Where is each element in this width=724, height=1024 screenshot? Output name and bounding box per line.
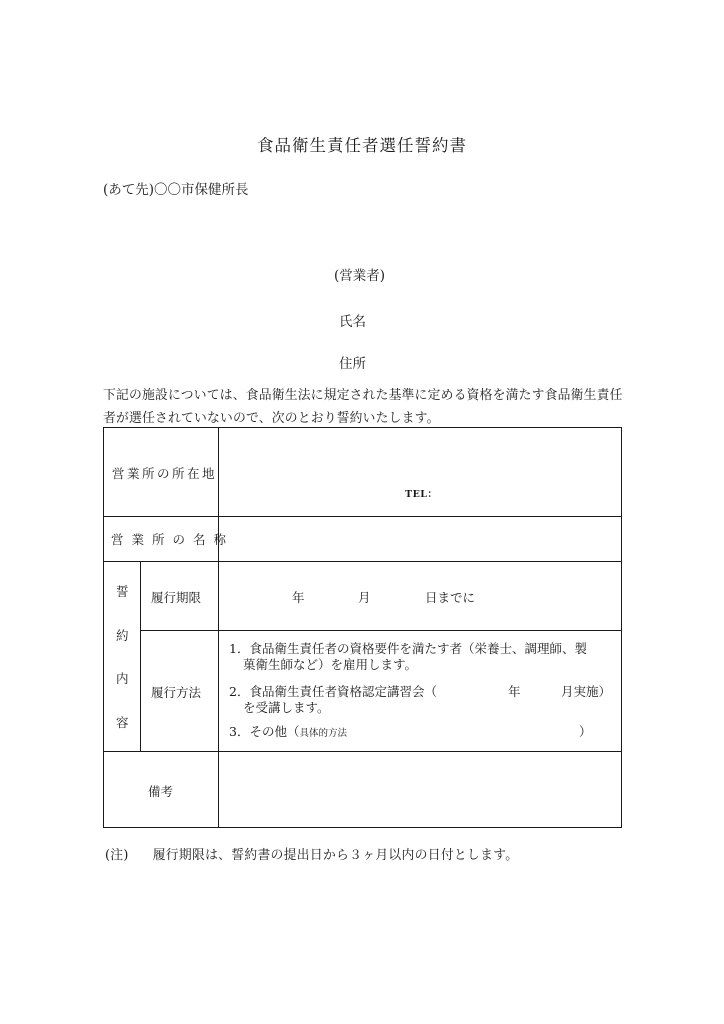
method-option-3 — [229, 722, 347, 740]
method-option-1-cont: 菓衛生師など）を雇用します。 — [243, 657, 418, 672]
method-label: 履行方法 — [151, 685, 202, 700]
method-option-1: 1．食品衛生責任者の資格要件を満たす者（栄養士、調理師、製 — [229, 641, 587, 656]
remarks-field[interactable] — [220, 753, 619, 825]
operator-address-label: 住所 — [339, 356, 366, 372]
intro-text: 下記の施設については、食品衛生法に規定された基準に定める資格を満たす食品衛生責任者が選任されていないので、次のとおり誓約いたします。 — [103, 388, 623, 426]
deadline-month: 月 — [358, 590, 371, 605]
deadline-label: 履行期限 — [151, 590, 202, 605]
addressee: (あて先)〇〇市保健所長 — [103, 182, 249, 198]
location-label: 営業所の所在地 — [112, 466, 218, 481]
row-divider — [104, 751, 621, 752]
business-name-field[interactable] — [220, 518, 619, 559]
deadline-year: 年 — [292, 590, 305, 605]
deadline-day: 日までに — [425, 590, 476, 605]
oath-content-char: 誓 — [116, 584, 129, 599]
remarks-label: 備考 — [148, 784, 174, 799]
deadline-field[interactable] — [220, 563, 619, 628]
method-option-2-year: 年 — [508, 684, 521, 699]
column-divider — [218, 561, 219, 751]
method-option-3-close: ） — [579, 724, 592, 739]
column-divider — [218, 751, 219, 827]
oath-form-table — [103, 427, 622, 828]
method-option-2-cont: を受講します。 — [243, 700, 330, 715]
operator-name-label: 氏名 — [339, 314, 366, 330]
operator-label: (営業者) — [334, 268, 386, 284]
oath-content-char: 約 — [116, 628, 129, 643]
oath-content-char: 容 — [116, 715, 129, 730]
row-divider — [104, 516, 621, 517]
footnote-label: (注) — [105, 848, 129, 863]
method-option-2-month: 月実施） — [561, 684, 612, 699]
column-divider — [140, 561, 141, 751]
document-title: 食品衛生責任者選任誓約書 — [257, 136, 467, 155]
method-option-2: 2．食品衛生責任者資格認定講習会（ — [229, 684, 437, 699]
method-option-3-hint: 具体的方法 — [299, 728, 347, 739]
business-name-label: 営業所の名称 — [111, 532, 235, 547]
location-field[interactable] — [220, 430, 619, 514]
footnote — [105, 844, 518, 863]
method-option-3-prefix: 3．その他（ — [229, 724, 300, 739]
oath-content-char: 内 — [116, 671, 129, 686]
tel-label: TEL： — [405, 489, 438, 500]
row-divider — [104, 561, 621, 562]
footnote-text: 履行期限は、誓約書の提出日から３ヶ月以内の日付とします。 — [152, 848, 519, 863]
row-divider — [140, 630, 621, 631]
